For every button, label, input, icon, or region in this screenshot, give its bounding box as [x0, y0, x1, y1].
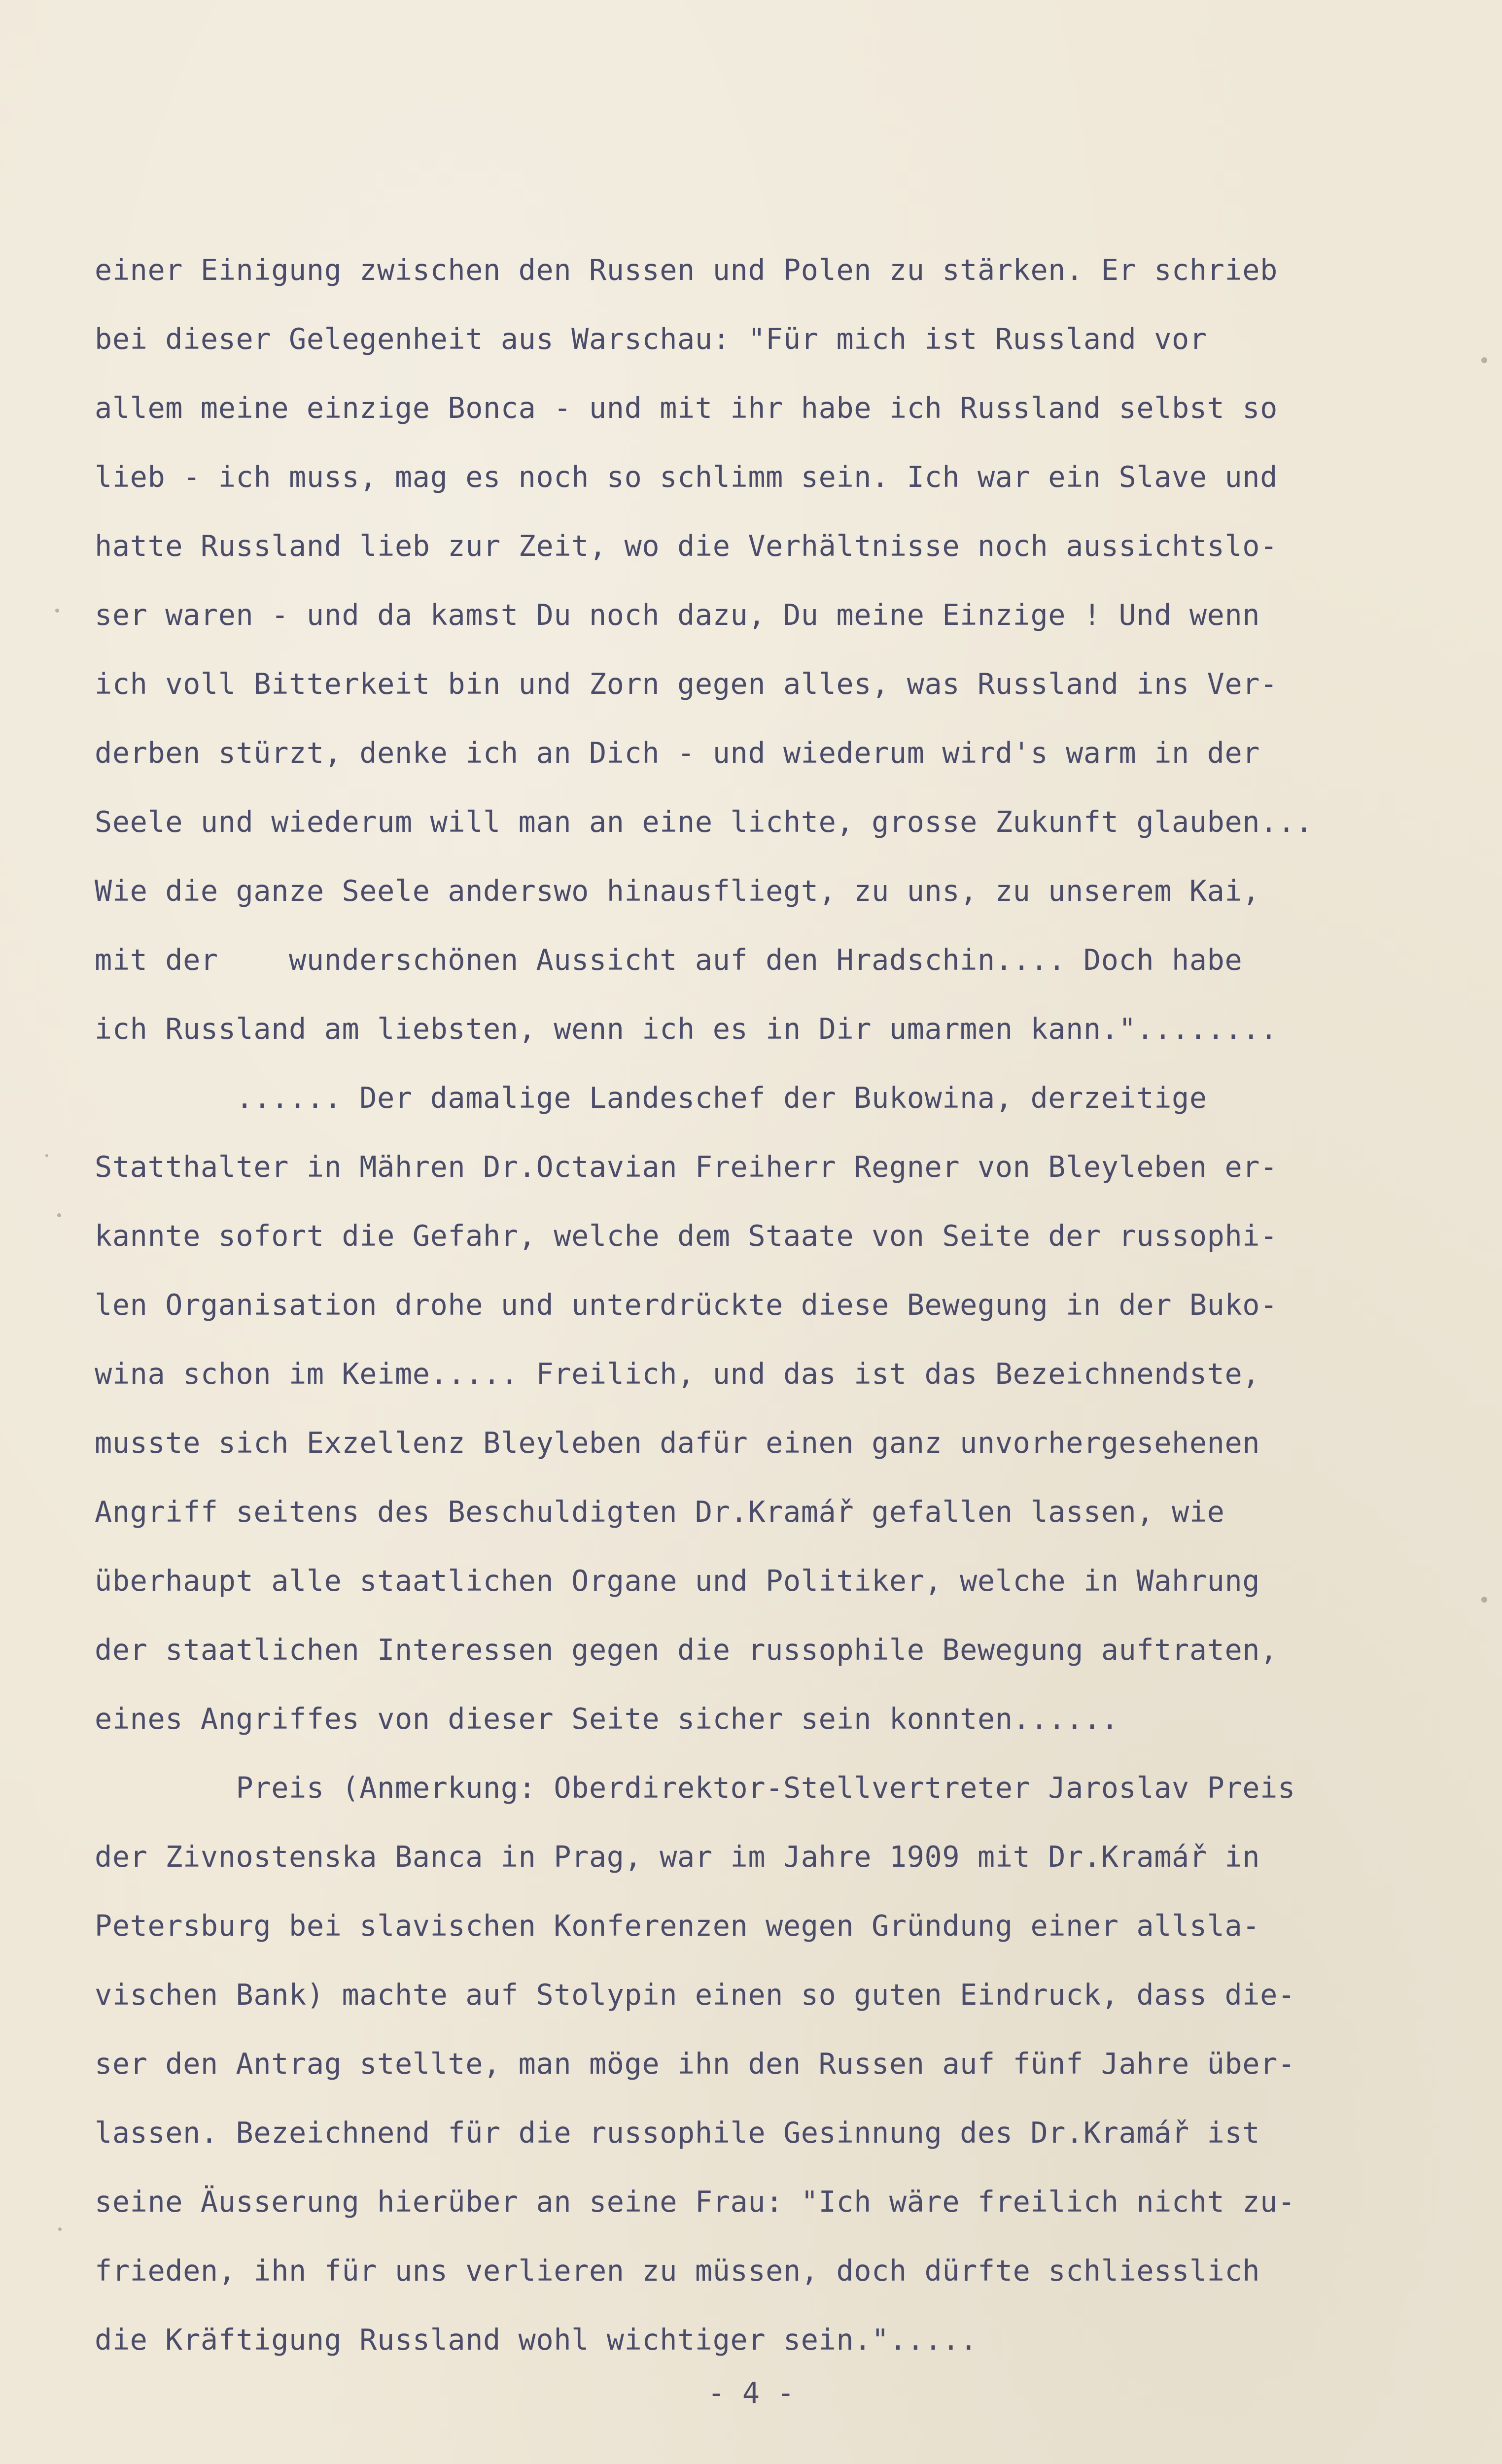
text-line: ...... Der damalige Landeschef der Bukowina, derzeitige	[95, 1081, 1207, 1115]
text-line: Seele und wiederum will man an eine lichte, grosse Zukunft glauben...	[95, 805, 1313, 839]
text-line: seine Äusserung hierüber an seine Frau: "Ich wäre freilich nicht zu-	[95, 2185, 1295, 2219]
text-line: Statthalter in Mähren Dr.Octavian Freiherr Regner von Bleyleben er-	[95, 1150, 1278, 1184]
typed-text-body	[95, 236, 1455, 2374]
text-line: ich Russland am liebsten, wenn ich es in Dir umarmen kann."........	[95, 1012, 1278, 1046]
paper-speck	[45, 1154, 48, 1157]
page-number: - 4 -	[707, 2376, 795, 2410]
text-line: mit der wunderschönen Aussicht auf den Hradschin.... Doch habe	[95, 943, 1243, 977]
text-line: Wie die ganze Seele anderswo hinausfliegt, zu uns, zu unserem Kai,	[95, 874, 1260, 908]
text-line: der staatlichen Interessen gegen die russophile Bewegung auftraten,	[95, 1633, 1278, 1667]
paper-speck	[1481, 1597, 1487, 1603]
text-line: ich voll Bitterkeit bin und Zorn gegen alles, was Russland ins Ver-	[95, 667, 1278, 701]
text-line: überhaupt alle staatlichen Organe und Politiker, welche in Wahrung	[95, 1564, 1260, 1598]
paper-speck	[57, 1213, 61, 1217]
text-line: vischen Bank) machte auf Stolypin einen so guten Eindruck, dass die-	[95, 1978, 1295, 2012]
text-line: hatte Russland lieb zur Zeit, wo die Verhältnisse noch aussichtslo-	[95, 529, 1278, 563]
text-line: Preis (Anmerkung: Oberdirektor-Stellvertreter Jaroslav Preis	[95, 1771, 1295, 1805]
text-line: Angriff seitens des Beschuldigten Dr.Kramář gefallen lassen, wie	[95, 1495, 1225, 1529]
text-line: allem meine einzige Bonca - und mit ihr habe ich Russland selbst so	[95, 391, 1278, 425]
text-line: kannte sofort die Gefahr, welche dem Staate von Seite der russophi-	[95, 1219, 1278, 1253]
text-line: lassen. Bezeichnend für die russophile Gesinnung des Dr.Kramář ist	[95, 2116, 1260, 2150]
paper-speck	[1481, 357, 1487, 363]
text-line: eines Angriffes von dieser Seite sicher sein konnten......	[95, 1702, 1119, 1736]
text-line: die Kräftigung Russland wohl wichtiger sein.".....	[95, 2323, 978, 2357]
text-line: derben stürzt, denke ich an Dich - und wiederum wird's warm in der	[95, 736, 1260, 770]
text-line: wina schon im Keime..... Freilich, und das ist das Bezeichnendste,	[95, 1357, 1260, 1391]
text-line: Petersburg bei slavischen Konferenzen wegen Gründung einer allsla-	[95, 1909, 1260, 1943]
text-line: bei dieser Gelegenheit aus Warschau: "Für mich ist Russland vor	[95, 322, 1207, 356]
text-line: musste sich Exzellenz Bleyleben dafür einen ganz unvorhergesehenen	[95, 1426, 1260, 1460]
text-line: lieb - ich muss, mag es noch so schlimm sein. Ich war ein Slave und	[95, 460, 1278, 494]
text-line: len Organisation drohe und unterdrückte diese Bewegung in der Buko-	[95, 1288, 1278, 1322]
paper-speck	[58, 2227, 62, 2231]
text-line: der Zivnostenska Banca in Prag, war im Jahre 1909 mit Dr.Kramář in	[95, 1840, 1260, 1874]
text-line: einer Einigung zwischen den Russen und Polen zu stärken. Er schrieb	[95, 253, 1278, 287]
text-line: ser den Antrag stellte, man möge ihn den Russen auf fünf Jahre über-	[95, 2047, 1295, 2081]
paper-speck	[55, 609, 59, 613]
text-line: frieden, ihn für uns verlieren zu müssen, doch dürfte schliesslich	[95, 2254, 1260, 2288]
text-line: ser waren - und da kamst Du noch dazu, Du meine Einzige ! Und wenn	[95, 598, 1260, 632]
